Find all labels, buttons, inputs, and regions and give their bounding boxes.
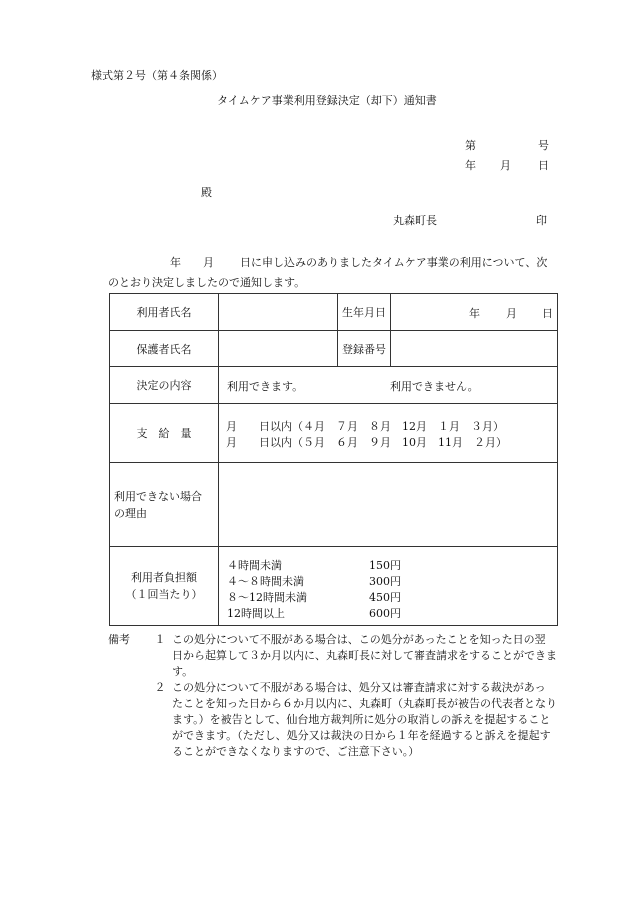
- note-number: ２: [154, 681, 166, 694]
- number-label-prefix: 第: [465, 139, 476, 152]
- application-table: [109, 293, 558, 626]
- fee-tier: ４～８時間未満: [227, 575, 304, 588]
- note-line: ができます。（ただし、処分又は裁決の日から１年を経過すると訴えを提起す: [172, 729, 551, 742]
- note-line: この処分について不服がある場合は、この処分があったことを知った日の翌: [172, 633, 546, 646]
- note-line: この処分について不服がある場合は、処分又は審査請求に対する裁決があっ: [172, 681, 546, 694]
- decision-approved: 利用できます。: [227, 380, 304, 393]
- notes-heading: 備考: [108, 633, 130, 646]
- fee-price: 450円: [369, 591, 401, 604]
- supply-line-1: 月 日以内（４月 ７月 ８月 12月 １月 ３月）: [226, 420, 504, 433]
- guardian-name-field: [219, 331, 338, 367]
- user-fee-label: [110, 547, 219, 626]
- note-item: [108, 680, 573, 760]
- issuer-name: 丸森町長: [393, 214, 437, 227]
- intro-line-2: のとおり決定しましたので通知します。: [108, 276, 306, 289]
- birth-day-label: 日: [542, 307, 553, 320]
- birth-month-label: 月: [506, 307, 517, 320]
- decision-field: [219, 367, 558, 404]
- date-year-label: 年: [465, 159, 476, 172]
- registration-number-field: [391, 331, 558, 367]
- note-line: ることができなくなりますので、ご注意下さい。）: [172, 745, 420, 758]
- intro-line-1: 日に申し込みのありましたタイムケア事業の利用について、次: [240, 256, 548, 269]
- rejection-reason-field: [219, 463, 558, 547]
- guardian-name-label: 保護者氏名: [110, 331, 219, 367]
- intro-month: 月: [203, 256, 214, 269]
- note-line: ます。）を被告として、仙台地方裁判所に処分の取消しの訴えを提起すること: [172, 713, 551, 726]
- note-number: １: [154, 633, 166, 646]
- user-fee-label-line-2: （１回当たり）: [125, 588, 203, 601]
- note-line: たことを知った日から６か月以内に、丸森町（丸森町長が被告の代表者となり: [172, 697, 557, 710]
- note-item: [108, 632, 573, 680]
- note-line: す。: [172, 665, 194, 678]
- fee-tier: ８～12時間未満: [227, 591, 307, 604]
- addressee-suffix: 殿: [201, 186, 212, 199]
- seal-mark: 印: [536, 214, 547, 227]
- user-fee-field: [219, 547, 558, 626]
- note-text: [172, 632, 573, 680]
- note-line: 日から起算して３か月以内に、丸森町長に対して審査請求をすることができま: [172, 649, 557, 662]
- supply-amount-field: [219, 404, 558, 463]
- birth-date-field: [391, 294, 558, 331]
- notes-section: [108, 632, 573, 760]
- user-fee-label-line-1: 利用者負担額: [131, 571, 197, 584]
- fee-tier: ４時間未満: [227, 559, 282, 572]
- document-title: タイムケア事業利用登録決定（却下）通知書: [217, 94, 437, 107]
- fee-tier: 12時間以上: [227, 607, 285, 620]
- form-number: 様式第２号（第４条関係）: [91, 69, 223, 82]
- registration-number-label: 登録番号: [338, 331, 391, 367]
- note-text: [172, 680, 573, 760]
- number-label-suffix: 号: [538, 139, 549, 152]
- date-month-label: 月: [500, 159, 511, 172]
- intro-year: 年: [170, 256, 181, 269]
- rejection-reason-label-line-2: の理由: [114, 506, 147, 520]
- birth-label: 生年月日: [338, 294, 391, 331]
- fee-price: 150円: [369, 559, 401, 572]
- decision-label: 決定の内容: [110, 367, 219, 404]
- supply-line-2: 月 日以内（５月 ６月 ９月 10月 11月 ２月）: [226, 436, 507, 449]
- user-name-label: 利用者氏名: [110, 294, 219, 331]
- fee-price: 600円: [369, 607, 401, 620]
- date-day-label: 日: [538, 159, 549, 172]
- rejection-reason-label: [110, 463, 219, 547]
- decision-rejected: 利用できません。: [390, 380, 479, 393]
- birth-year-label: 年: [469, 307, 480, 320]
- fee-price: 300円: [369, 575, 401, 588]
- supply-amount-label: 支 給 量: [110, 404, 219, 463]
- rejection-reason-label-line-1: 利用できない場合: [114, 489, 202, 503]
- user-name-field: [219, 294, 338, 331]
